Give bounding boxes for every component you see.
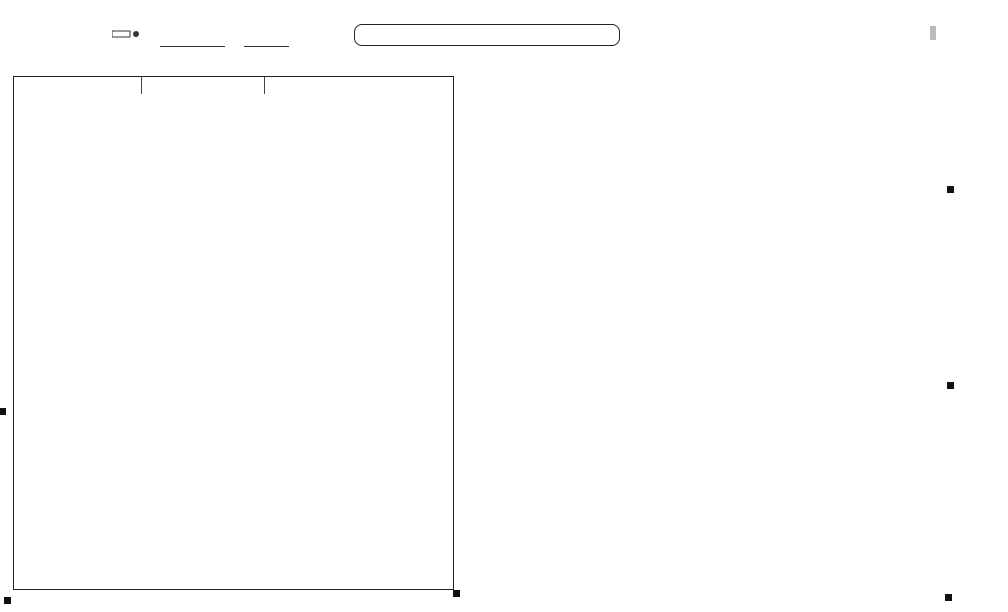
marker-square (4, 597, 11, 604)
marker-square (453, 590, 460, 597)
marker-square (0, 408, 6, 415)
corner-mark-tr (930, 26, 936, 40)
col-votos-letras (264, 77, 452, 94)
final-underline (244, 46, 289, 47)
emblem-icon (112, 26, 142, 36)
barcode-top (719, 26, 831, 56)
marker-square (947, 186, 954, 193)
votes-header-row (14, 77, 452, 94)
votes-table (13, 76, 454, 590)
marker-square (945, 594, 952, 601)
document-title (354, 24, 620, 46)
col-partido (14, 77, 141, 94)
inicio-underline (160, 46, 225, 47)
col-votos-numeros (141, 77, 264, 94)
barcode-left (18, 446, 46, 558)
marker-square (947, 382, 954, 389)
